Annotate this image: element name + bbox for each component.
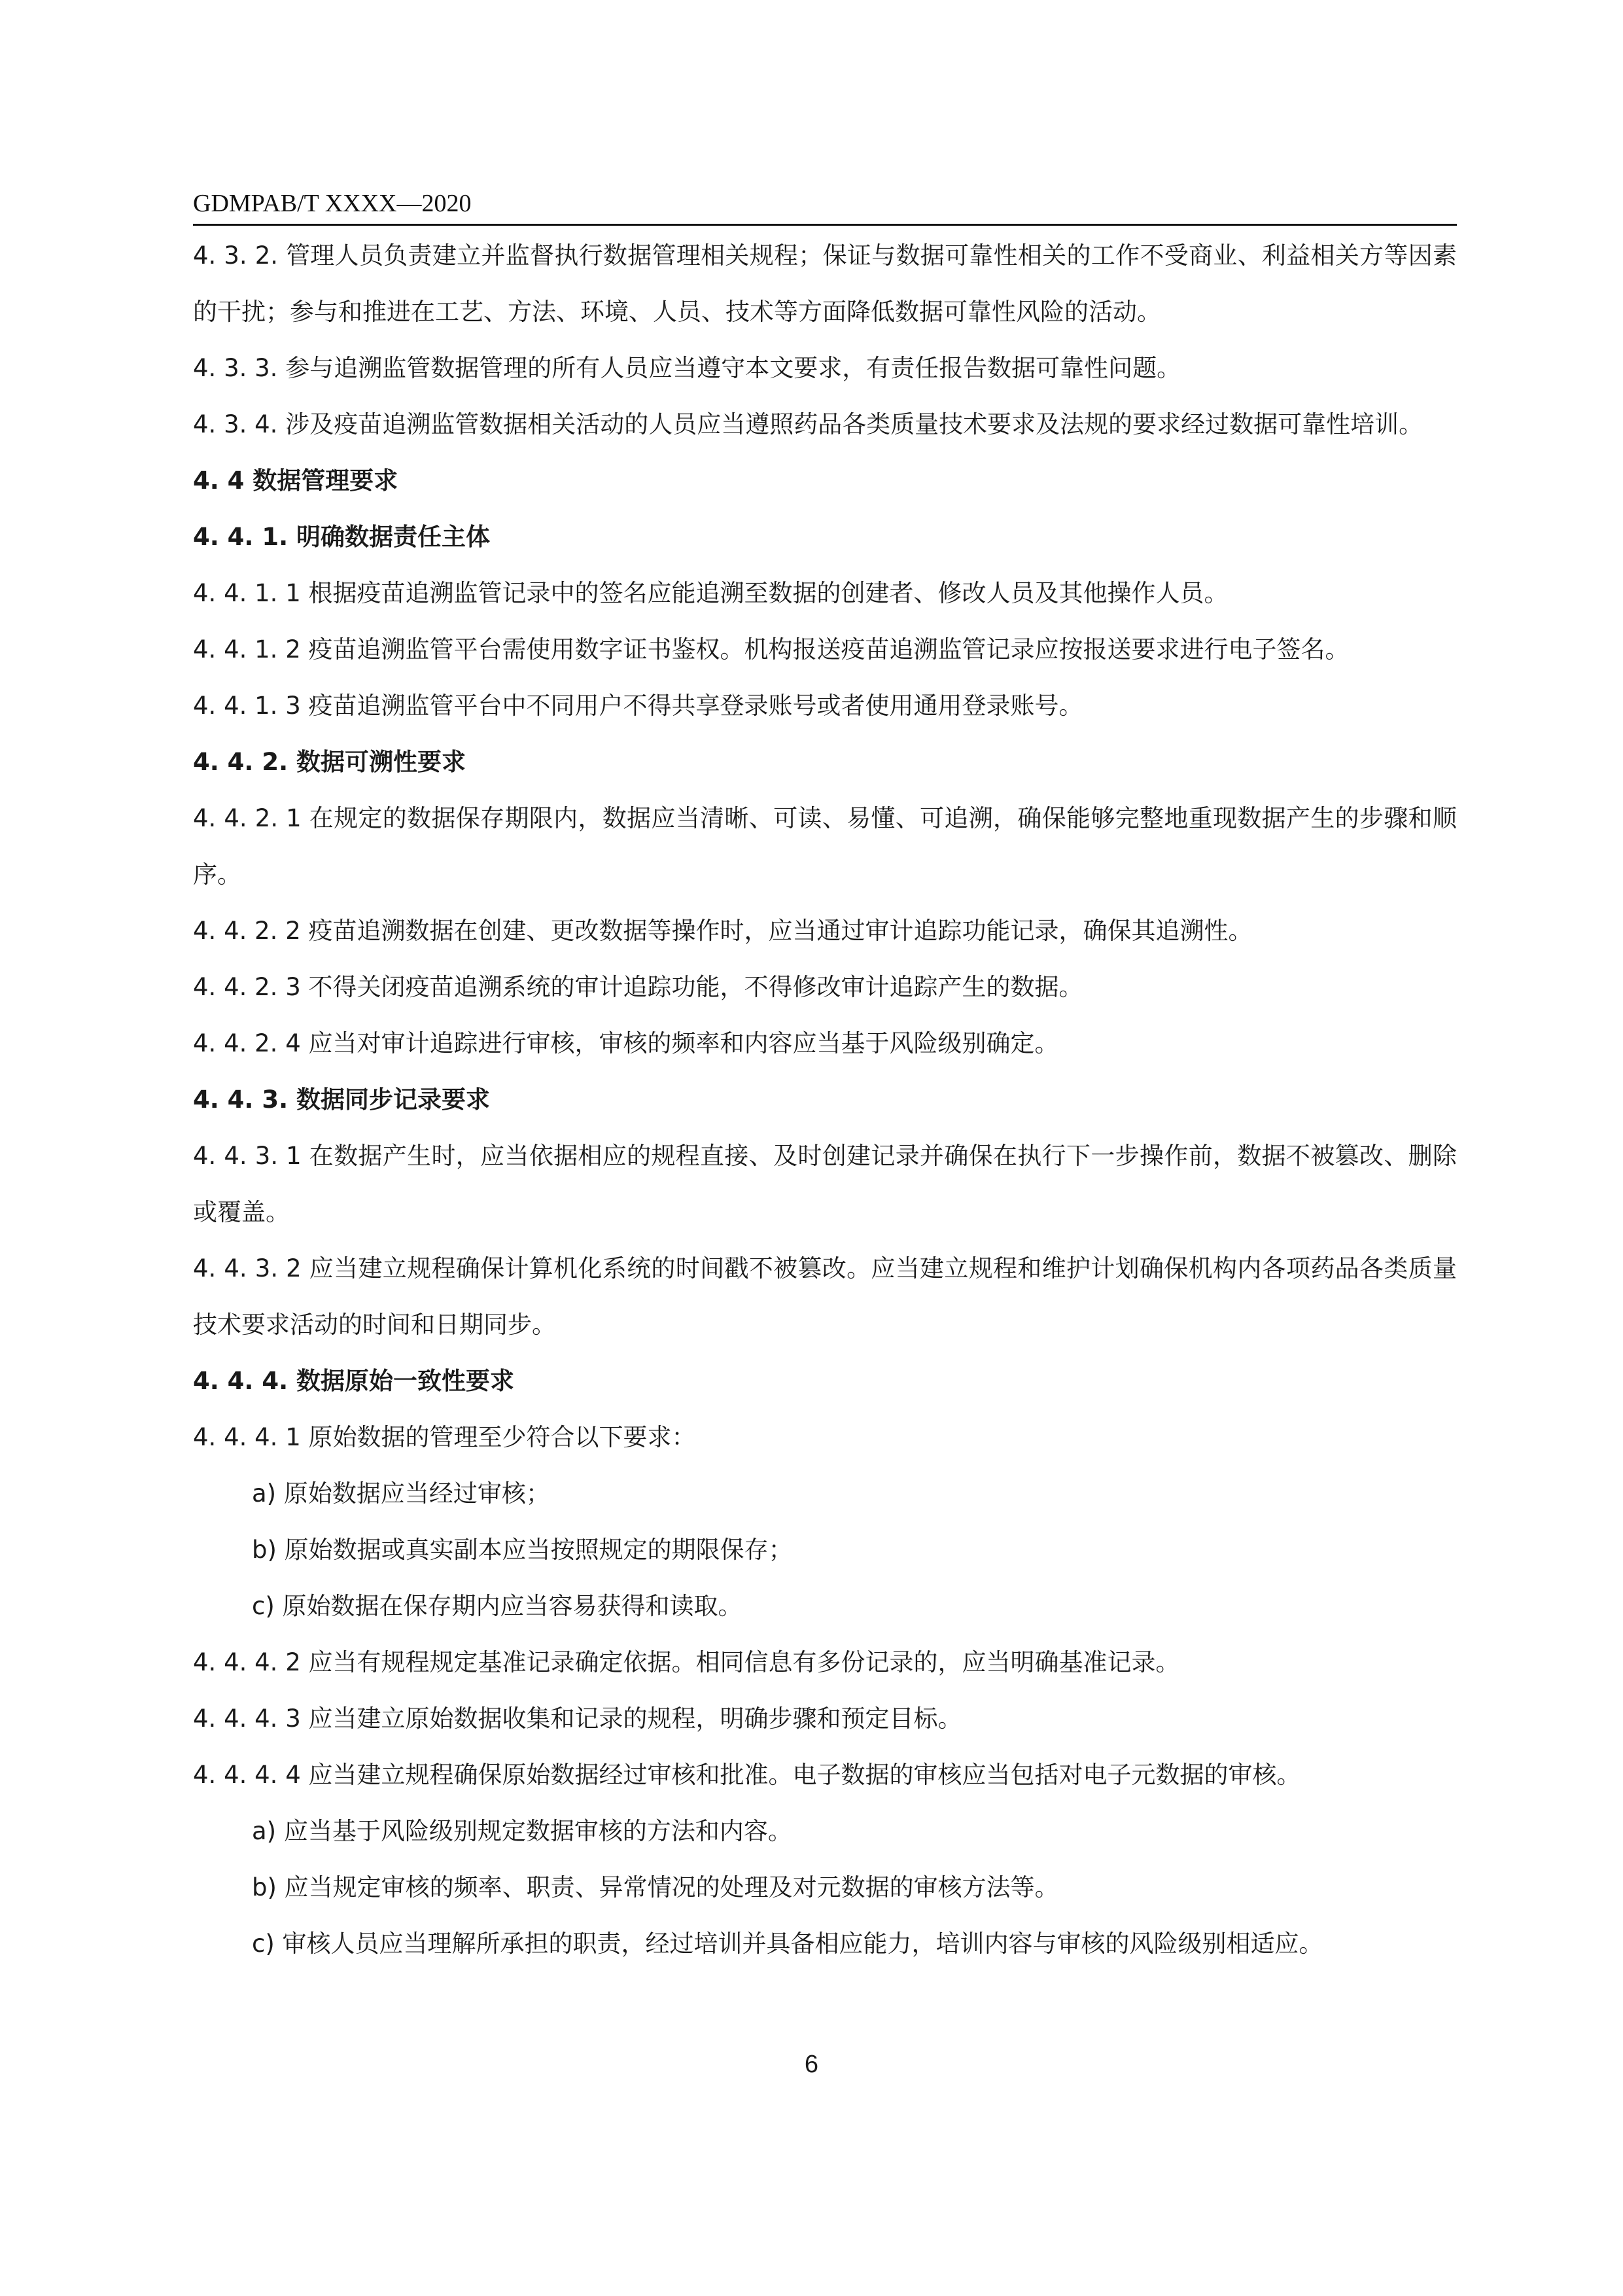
section-heading: 4. 4. 3. 数据同步记录要求 bbox=[193, 1086, 491, 1114]
paragraph: 4. 4. 4. 4 应当建立规程确保原始数据经过审核和批准。电子数据的审核应当包括对电子元数据的审核。 bbox=[193, 1761, 1301, 1789]
document-header-code: GDMPAB/T XXXX—2020 bbox=[193, 190, 472, 217]
section-heading: 4. 4 数据管理要求 bbox=[193, 467, 398, 495]
paragraph: 4. 4. 2. 1 在规定的数据保存期限内，数据应当清晰、可读、易懂、可追溯，确保能够完整地重现数据产生的步骤和顺序。 bbox=[193, 804, 1457, 889]
paragraph: 4. 4. 2. 4 应当对审计追踪进行审核，审核的频率和内容应当基于风险级别确定。 bbox=[193, 1029, 1059, 1057]
list-item: c) 审核人员应当理解所承担的职责，经过培训并具备相应能力，培训内容与审核的风险级别相适应。 bbox=[252, 1930, 1323, 1958]
paragraph: 4. 4. 4. 2 应当有规程规定基准记录确定依据。相同信息有多份记录的，应当明确基准记录。 bbox=[193, 1648, 1180, 1676]
section-heading: 4. 4. 2. 数据可溯性要求 bbox=[193, 748, 466, 776]
paragraph: 4. 3. 4. 涉及疫苗追溯监管数据相关活动的人员应当遵照药品各类质量技术要求及法规的要求经过数据可靠性培训。 bbox=[193, 410, 1423, 438]
list-item: b) 原始数据或真实副本应当按照规定的期限保存； bbox=[252, 1536, 793, 1564]
document-body bbox=[193, 228, 1457, 1972]
paragraph: 4. 4. 1. 2 疫苗追溯监管平台需使用数字证书鉴权。机构报送疫苗追溯监管记录应按报送要求进行电子签名。 bbox=[193, 635, 1350, 663]
paragraph: 4. 4. 1. 1 根据疫苗追溯监管记录中的签名应能追溯至数据的创建者、修改人员及其他操作人员。 bbox=[193, 579, 1229, 607]
list-item: b) 应当规定审核的频率、职责、异常情况的处理及对元数据的审核方法等。 bbox=[252, 1873, 1059, 1901]
paragraph: 4. 4. 2. 3 不得关闭疫苗追溯系统的审计追踪功能，不得修改审计追踪产生的数据。 bbox=[193, 973, 1083, 1001]
paragraph: 4. 4. 4. 1 原始数据的管理至少符合以下要求： bbox=[193, 1423, 696, 1451]
list-item: a) 原始数据应当经过审核； bbox=[252, 1479, 550, 1508]
paragraph: 4. 3. 3. 参与追溯监管数据管理的所有人员应当遵守本文要求，有责任报告数据可靠性问题。 bbox=[193, 354, 1181, 382]
page-number: 6 bbox=[804, 2051, 819, 2078]
list-item: c) 原始数据在保存期内应当容易获得和读取。 bbox=[252, 1592, 742, 1620]
paragraph: 4. 3. 2. 管理人员负责建立并监督执行数据管理相关规程；保证与数据可靠性相关的工作不受商业、利益相关方等因素的干扰；参与和推进在工艺、方法、环境、人员、技术等方面降低数据可靠性风险的活动。 bbox=[193, 241, 1457, 326]
paragraph: 4. 4. 3. 2 应当建立规程确保计算机化系统的时间戳不被篡改。应当建立规程和维护计划确保机构内各项药品各类质量技术要求活动的时间和日期同步。 bbox=[193, 1254, 1457, 1339]
section-heading: 4. 4. 1. 明确数据责任主体 bbox=[193, 523, 491, 551]
paragraph: 4. 4. 3. 1 在数据产生时，应当依据相应的规程直接、及时创建记录并确保在执行下一步操作前，数据不被篡改、删除或覆盖。 bbox=[193, 1142, 1457, 1226]
header-rule bbox=[193, 224, 1457, 226]
paragraph: 4. 4. 4. 3 应当建立原始数据收集和记录的规程，明确步骤和预定目标。 bbox=[193, 1704, 962, 1733]
list-item: a) 应当基于风险级别规定数据审核的方法和内容。 bbox=[252, 1817, 792, 1845]
paragraph: 4. 4. 2. 2 疫苗追溯数据在创建、更改数据等操作时，应当通过审计追踪功能记录，确保其追溯性。 bbox=[193, 917, 1253, 945]
section-heading: 4. 4. 4. 数据原始一致性要求 bbox=[193, 1367, 515, 1395]
paragraph: 4. 4. 1. 3 疫苗追溯监管平台中不同用户不得共享登录账号或者使用通用登录账号。 bbox=[193, 692, 1083, 720]
